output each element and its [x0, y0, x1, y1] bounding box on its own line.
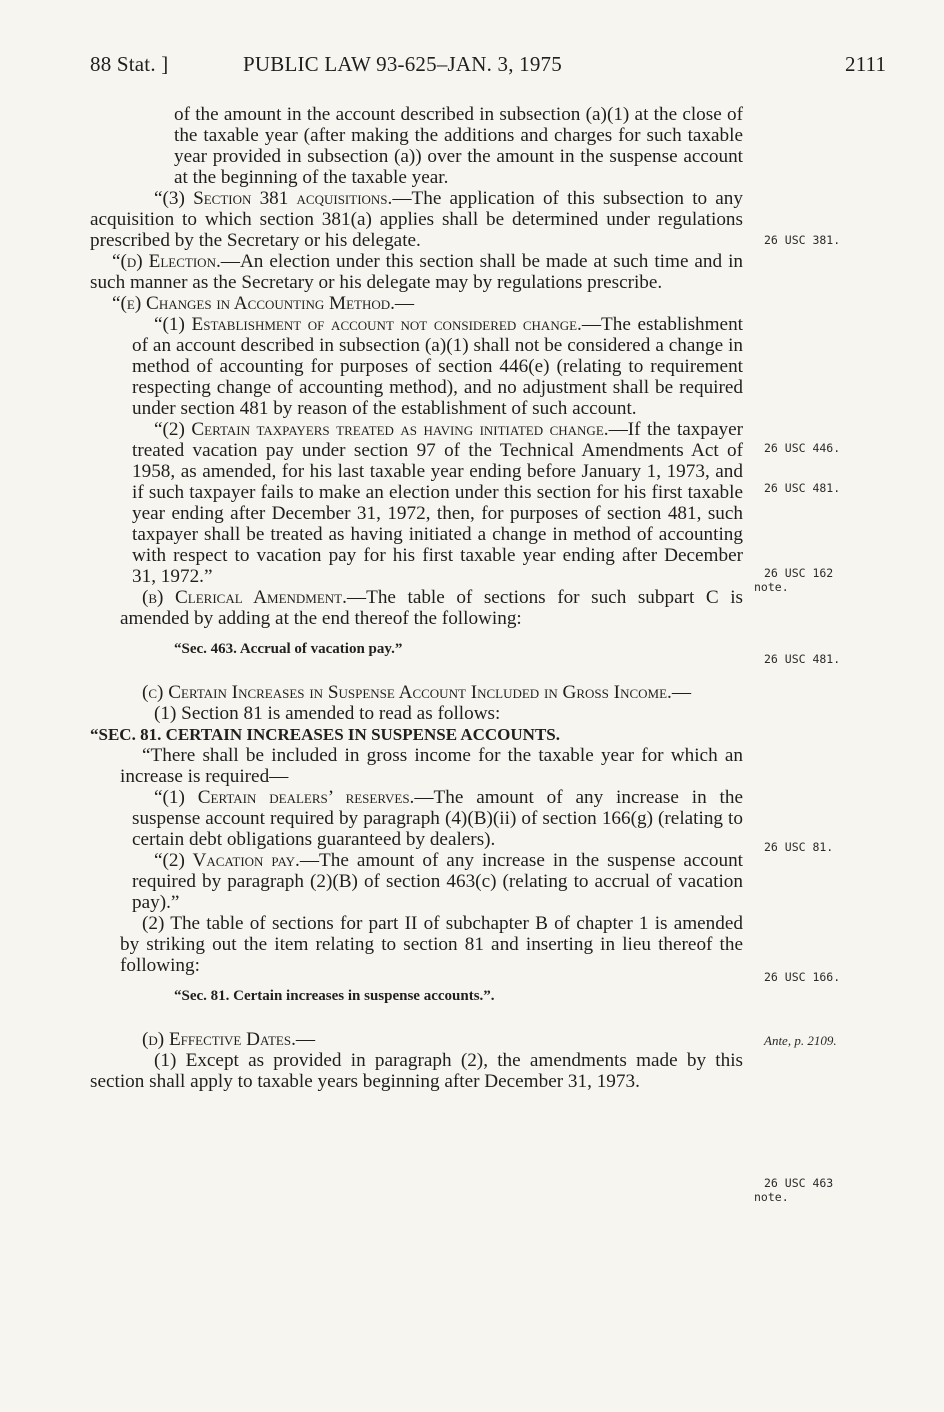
paragraph: (1) Except as provided in paragraph (2), the amendments made by this section shall apply to taxable years beginning after December 31, 1973. [90, 1050, 743, 1092]
paragraph-text: —An election under this section shall be made at such time and in such manner as the Secretary or his delegate may by regulations prescribe. [90, 251, 743, 293]
paragraph-heading: “(d) Election. [112, 251, 221, 272]
paragraph [90, 1029, 743, 1050]
paragraph-text: —The establishment of an account described in subsection (a)(1) shall not be considered a change in method of accounting for purposes of section 446(e) (relating to requirement respecting change of accounting method), and no adjustment shall be required under section 481 by reason of the establishment of such account. [132, 314, 743, 419]
paragraph-text: —If the taxpayer treated vacation pay under section 97 of the Technical Amendments Act of 1958, as amended, for his last taxable year ending before January 1, 1973, and if such taxpayer fails to make an election under this section for his first taxable year ending after December 31, 1972, then, for purposes of section 481, such taxpayer shall be treated as having initiated a change in method of accounting with respect to vacation pay for his first taxable year ending after December 31, 1972.” [132, 419, 743, 587]
paragraph-heading: (d) Effective Dates. [142, 1029, 296, 1050]
paragraph: “There shall be included in gross income for the taxable year for which an increase is required— [120, 745, 743, 787]
margin-note: Ante, p. 2109. [764, 1033, 837, 1048]
paragraph-heading: “(3) Section 381 acquisitions. [154, 188, 393, 209]
paragraph [90, 587, 743, 629]
paragraph-heading: (c) Certain Increases in Suspense Account Included in Gross Income. [142, 682, 672, 703]
paragraph-heading: “(2) Vacation pay. [154, 850, 300, 871]
paragraph-text: — [295, 1029, 316, 1050]
paragraph [90, 314, 743, 419]
stat-reference: 88 Stat. ] [90, 52, 169, 76]
margin-note-line: 26 USC 162 [764, 566, 834, 580]
margin-note: 26 USC 481. [764, 652, 841, 666]
margin-note: 26 USC 81. [764, 840, 834, 854]
margin-note: 26 USC 446. [764, 441, 841, 455]
paragraph: (1) Section 81 is amended to read as follows: [154, 703, 501, 724]
paragraph-heading: “(1) Establishment of account not considered change. [154, 314, 582, 335]
paragraph: (2) The table of sections for part II of subchapter B of chapter 1 is amended by striking out the item relating to section 81 and inserting in lieu thereof the following: [120, 913, 743, 976]
margin-note: 26 USC 166. [764, 970, 841, 984]
paragraph-text: —The application of this subsection to any acquisition to which section 381(a) applies shall be determined under regulations prescribed by the Secretary or his delegate. [90, 188, 743, 251]
margin-note-line: 26 USC 463 [764, 1176, 834, 1190]
paragraph [90, 419, 743, 587]
margin-note: 26 USC 381. [764, 233, 841, 247]
section-heading: “SEC. 81. CERTAIN INCREASES IN SUSPENSE ACCOUNTS. [90, 725, 561, 744]
paragraph-text: —The table of sections for such subpart C is amended by adding at the end thereof the following: [120, 587, 743, 629]
paragraph-text: — [671, 682, 691, 703]
paragraph [90, 850, 743, 913]
running-title: PUBLIC LAW 93-625–JAN. 3, 1975 [243, 52, 562, 76]
margin-note-line: note. [754, 580, 789, 594]
paragraph: of the amount in the account described in subsection (a)(1) at the close of the taxable year (after making the additions and charges for such taxable year provided in subsection (a)) over the amount in the suspense account at the beginning of the taxable year. [174, 104, 743, 188]
paragraph [90, 188, 743, 251]
paragraph [90, 293, 743, 314]
paragraph-heading: “(2) Certain taxpayers treated as having initiated change. [154, 419, 609, 440]
paragraph-heading: “(e) Changes in Accounting Method. [112, 293, 395, 314]
table-of-sections-entry: “Sec. 81. Certain increases in suspense accounts.”. [174, 988, 495, 1004]
page-number: 2111 [845, 52, 887, 76]
paragraph-text: — [394, 293, 415, 314]
margin-note [754, 1176, 834, 1204]
table-of-sections-entry: “Sec. 463. Accrual of vacation pay.” [174, 641, 403, 657]
paragraph-heading: (b) Clerical Amendment. [142, 587, 347, 608]
margin-note [754, 566, 834, 594]
margin-note: 26 USC 481. [764, 481, 841, 495]
paragraph [90, 251, 743, 293]
paragraph-text: —The amount of any increase in the suspense account required by paragraph (2)(B) of section 463(c) (relating to accrual of vacation pay).” [132, 850, 743, 913]
paragraph-heading: “(1) Certain dealers’ reserves. [154, 787, 415, 808]
paragraph-text: —The amount of any increase in the suspense account required by paragraph (4)(B)(ii) of section 166(g) (relating to certain debt obligations guaranteed by dealers). [132, 787, 743, 850]
margin-note-line: note. [754, 1190, 789, 1204]
body-text [90, 104, 743, 1092]
paragraph [90, 682, 743, 703]
paragraph [90, 787, 743, 850]
